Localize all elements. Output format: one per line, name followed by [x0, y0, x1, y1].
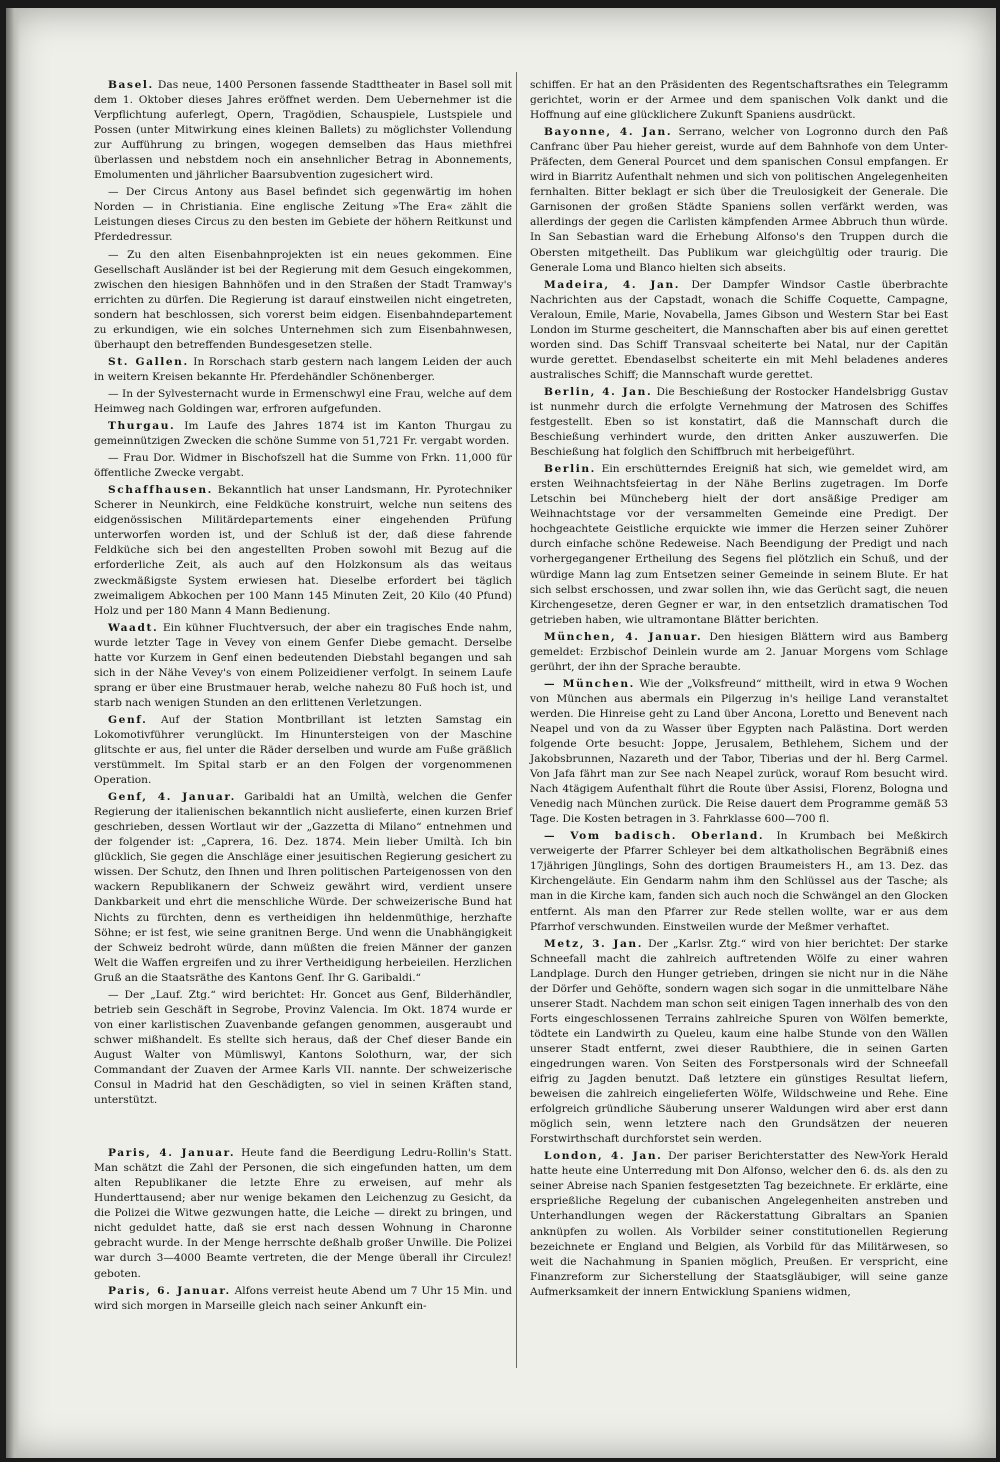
article-paris-1	[94, 1146, 512, 1281]
article-heading: — München.	[544, 677, 635, 690]
article-madeira	[530, 278, 948, 383]
article-berlin-2	[530, 462, 948, 628]
article-text: In Rorschach starb gestern nach langem Leiden der auch in weitern Kreisen bekannte Hr. Pferdehändler Schönenberger.	[94, 355, 512, 383]
right-column	[530, 78, 948, 1302]
article-heading: Genf, 4. Januar.	[108, 791, 236, 804]
article-text: Auf der Station Montbrillant ist letzten Samstag ein Lokomotivführer verunglückt. Im Hinuntersteigen von der Maschine glitschte er aus, fiel unter die Räder derselben und wurde am Fuße gräßlich verstümmelt. Im Spital starb er an den Folgen der vorgenommenen Operation.	[94, 713, 512, 787]
article-text: Bekanntlich hat unser Landsmann, Hr. Pyrotechniker Scherer in Neunkirch, eine Feldküche konstruirt, welche nun seitens des eidgenössischen Militärdepartements einer eingehenden Prüfung unterworfen worden ist, und der Schluß ist der, daß diese fahrende Feldküche sich bei den angestellten Proben sowohl mit Bezug auf die erforderliche Zeit, als auch auf den Holzkonsum als das weitaus zweckmäßigste System erwiesen hat. Dieselbe erfordert bei täglich zweimaligem Abkochen per 100 Mann 145 Minuten Zeit, 20 Kilo (40 Pfund) Holz und per 180 Mann 4 Mann Bedienung.	[94, 484, 512, 617]
newspaper-page	[6, 8, 996, 1458]
left-column	[94, 78, 512, 1316]
article-heading: Basel.	[108, 79, 154, 91]
article-text: Ein erschütterndes Ereigniß hat sich, wie gemeldet wird, am ersten Weihnachtsfeiertag in der Nähe Berlins zugetragen. Im Dorfe Letschin bei Müncheberg hielt der dort ansäßige Prediger am Weihnachtstage vor der versammelten Gemeinde eine Predigt. Der hochgeachtete Geistliche erquickte wie immer die Herzen seiner Zuhörer durch einfache schöne Redeweise. Nach Beendigung der Predigt und nach vorhergegangener Ertheilung des Segens fiel plötzlich ein Schuß, und der würdige Mann lag zum Entsetzen seiner Gemeinde in seinem Blute. Er hat sich selbst erschossen, und zwar sollen ihn, wie das Gerücht sagt, die neuen Kirchengesetze, deren Gegner er war, in den entsetzlich dramatischen Tod getrieben haben, wie ultramontane Blätter berichten.	[530, 463, 949, 626]
article-heading: Bayonne, 4. Jan.	[544, 126, 673, 139]
section-separator	[94, 1116, 512, 1138]
article-text: In Krumbach bei Meßkirch verweigerte der Pfarrer Schleyer bei dem altkatholischen Begräbniß eines 17jährigen Jünglings, Sohn des dortigen Braumeisters H., am 13. Dez. das Kirchengeläute. Ein Gendarm nahm ihm den Schlüssel aus der Tasche; als man in die Kirche kam, fanden sich auch noch die Schwängel an den Glocken entfernt. Als man den Pfarrer zur Rede stellen wollte, war er aus dem Pfarrhof verschwunden. Einstweilen wurde der Meßmer verhaftet.	[530, 830, 948, 933]
article-oberland	[530, 829, 948, 934]
article-waadt	[94, 621, 512, 711]
article-lausanne: — Der „Lauf. Ztg.“ wird berichtet: Hr. Goncet aus Genf, Bilderhändler, betrieb sein Geschäft in Segrobe, Provinz Valencia. Im Okt. 1874 wurde er von einer karlistischen Zuavenbande gefangen genommen, ausgeraubt und schwer mißhandelt. Es stellte sich heraus, daß der Chef dieser Bande ein August Walter von Mümliswyl, Kantons Solothurn, war, der sich Commandant der Zuaven der Armee Karls VII. nannte. Der schweizerische Consul in Madrid hat den Geschädigten, so viel in seinen Kräften stand, unterstützt.	[94, 988, 512, 1107]
article-thurgau	[94, 419, 512, 449]
page-edge-shadow	[6, 8, 20, 1458]
article-paris-2	[94, 1284, 512, 1314]
article-muenchen-1	[530, 630, 948, 675]
article-heading: Genf.	[108, 713, 148, 726]
article-st-gallen	[94, 355, 512, 385]
article-bayonne	[530, 125, 948, 275]
article-text: Alfons verreist heute Abend um 7 Uhr 15 Min. und wird sich morgen in Marseille gleich nach seiner Ankunft ein-	[94, 1284, 512, 1312]
article-heading: Paris, 4. Januar.	[108, 1147, 236, 1160]
article-heading: Metz, 3. Jan.	[544, 937, 644, 950]
article-circus: — Der Circus Antony aus Basel befindet sich gegenwärtig im hohen Norden — in Christiania. Eine englische Zeitung »The Era« zählt die Leistungen dieses Circus zu den besten im Gebiete der höhern Reitkunst und Pferdedressur.	[94, 186, 512, 244]
article-muenchen-2	[530, 677, 948, 827]
article-text: Heute fand die Beerdigung Ledru-Rollin's Statt. Man schätzt die Zahl der Personen, die sich eingefunden hatten, um dem alten Republikaner die letzte Ehre zu erweisen, auf mehr als Hunderttausend; aber nur wenige bekamen den Leichenzug zu Gesicht, da die Polizei die Witwe gezwungen hatte, die Leiche — direkt zu bringen, und nicht geduldet hatte, daß sie erst nach dessen Wohnung in Charonne gebracht wurde. In der Menge herrschte deßhalb großer Unwille. Die Polizei war durch 3—4000 Beamte vertreten, die der Menge überall ihr Circulez! geboten.	[94, 1147, 512, 1280]
article-metz	[530, 937, 948, 1148]
article-widmer: — Frau Dor. Widmer in Bischofszell hat die Summe von Frkn. 11,000 für öffentliche Zwecke vergabt.	[94, 452, 512, 480]
article-heading: Berlin, 4. Jan.	[544, 385, 653, 398]
article-continuation: schiffen. Er hat an den Präsidenten des Regentschaftsrathes ein Telegramm gerichtet, worin er der Armee und dem spanischen Volk dankt und die Hoffnung auf eine glücklichere Zukunft Spaniens ausdrückt.	[530, 79, 948, 122]
article-text: Der „Karlsr. Ztg.“ wird von hier berichtet: Der starke Schneefall macht die zahlreich auftretenden Wölfe zu einer wahren Landplage. Durch den Hunger getrieben, dringen sie nicht nur in die Nähe der Dörfer und Gehöfte, sondern wagen sich sogar in die unmittelbare Nähe unserer Stadt. Nachdem man schon seit einigen Tagen innerhalb des von den Forts eingeschlossenen Terrains zahlreiche Spuren von Wölfen bemerkte, tödtete ein Landwirth zu Queleu, kaum eine halbe Stunde von den Wällen unserer Stadt entfernt, zwei dieser Raubthiere, die in seinen Garten eingedrungen waren. Von Seiten des Forstpersonals wird der Schneefall eifrig zu Jagden benutzt. Daß letztere ein günstiges Resultat liefern, beweisen die zahlreich eingelieferten Wölfe, Wildschweine und Rehe. Eine erfolgreich gründliche Säuberung unserer Waldungen wird aber erst dann möglich sein, wenn letztere nach den Grundsätzen der neueren Forstwirthschaft durchforstet sein werden.	[530, 937, 948, 1146]
article-heading: Thurgau.	[108, 420, 176, 433]
article-berlin-1	[530, 385, 948, 460]
article-genf-1	[94, 713, 512, 788]
article-text: Serrano, welcher von Logronno durch den Paß Canfranc über Pau hieher gereist, wurde auf dem Bahnhofe von dem Unter-Präfecten, dem General Pourcet und dem spanischen Consul empfangen. Er wird in Biarritz Aufenthalt nehmen und sich von politischen Angelegenheiten fernhalten. Bitter beklagt er sich über die Treulosigkeit der Generale. Die Garnisonen der großen Städte Spaniens sollen verfärkt werden, was allerdings der gegen die Carlisten kämpfenden Armee Abbruch thun würde. In San Sebastian ward die Erhebung Alfonso's den Truppen durch die Obersten mitgetheilt. Das Publikum war gleichgültig oder traurig. Die Generale Loma und Blanco hielten sich abseits.	[530, 126, 948, 274]
article-heading: St. Gallen.	[108, 355, 189, 368]
article-text: Garibaldi hat an Umiltà, welchen die Genfer Regierung der italienischen bekanntlich nicht auslieferte, einen kurzen Brief geschrieben, dessen Wortlaut wir der „Gazzetta di Milano“ entnehmen und der folgender ist: „Caprera, 16. Dez. 1874. Mein lieber Umiltà. Ich bin glücklich, Sie gegen die Anschläge einer jesuitischen Regierung gesichert zu wissen. Der Schutz, den Ihnen und Ihren politischen Parteigenossen von den wackern Republikanern der Schweiz gewährt wird, verdient unsere Dankbarkeit und ehrt die menschliche Würde. Der schweizerische Bund hat Nichts zu fürchten, denn es vertheidigen ihn heldenmüthige, herzhafte Söhne; er ist fest, wie seine granitnen Berge. Und wenn die Unabhängigkeit der Schweiz bedroht würde, dann müßten die freien Männer der ganzen Welt die Waffen ergreifen und zu ihrer Vertheidigung herbeieilen. Herzlichen Gruß an die Staatsräthe des Kantons Genf. Ihr G. Garibaldi.“	[94, 791, 512, 984]
article-genf-2	[94, 790, 512, 986]
article-text: Den hiesigen Blättern wird aus Bamberg gemeldet: Erzbischof Deinlein wurde am 2. Januar Morgens vom Schlage gerührt, der ihn der Sprache beraubte.	[530, 630, 948, 673]
article-ermenschwyl: — In der Sylvesternacht wurde in Ermenschwyl eine Frau, welche auf dem Heimweg nach Goldingen war, erfroren aufgefunden.	[94, 387, 512, 415]
article-text: Das neue, 1400 Personen fassende Stadttheater in Basel soll mit dem 1. Oktober dieses Jahres eröffnet werden. Dem Uebernehmer ist die Verpflichtung auferlegt, Opern, Tragödien, Schauspiele, Lustspiele und Possen (unter Mitwirkung eines kleinen Ballets) zu möglichster Vollendung zur Aufführung zu bringen, wogegen demselben das Haus miethfrei überlassen und nebstdem noch ein ansehnlicher Betrag in Abonnements, Emolumenten und jährlicher Baarsubvention zugesichert wird.	[94, 79, 512, 182]
article-text: Ein kühner Fluchtversuch, der aber ein tragisches Ende nahm, wurde letzter Tage in Vevey von einem Genfer Diebe gemacht. Derselbe hatte vor Kurzem in Genf einen bedeutenden Diebstahl begangen und sah sich in der Nähe Vevey's von einem Polizeidiener verfolgt. In seinem Laufe sprang er über eine Brustmauer herab, welche nahezu 80 Fuß hoch ist, und starb nach wenigen Stunden an den erlittenen Verletzungen.	[94, 621, 513, 709]
article-text: Die Beschießung der Rostocker Handelsbrigg Gustav ist nunmehr durch die erfolgte Vernehmung der Matrosen des Schiffes festgestellt. Eben so ist konstatirt, daß die Mannschaft durch die Beschießung verhindert wurde, den dritten Anker auszuwerfen. Die Beschießung hat folglich den Schiffbruch mit herbeigeführt.	[530, 385, 948, 459]
article-heading: Paris, 6. Januar.	[108, 1284, 231, 1297]
article-heading: München, 4. Januar.	[544, 630, 703, 643]
article-basel	[94, 78, 512, 183]
article-heading: — Vom badisch. Oberland.	[544, 830, 765, 843]
article-text: Der Dampfer Windsor Castle überbrachte Nachrichten aus der Capstadt, wonach die Schiffe Coquette, Campagne, Veraloun, Emile, Marie, Novabella, James Gibson und Western Star bei East London im Sturme gescheitert, die Mannschaften aber bis auf einen gerettet worden sind. Das Schiff Transvaal scheiterte bei Natal, nur der Capitän wurde gerettet. Ebendaselbst scheiterte ein mit Mehl beladenes anderes australisches Schiff; die Mannschaft wurde gerettet.	[530, 278, 948, 381]
article-text: Im Laufe des Jahres 1874 ist im Kanton Thurgau zu gemeinnützigen Zwecken die schöne Summe von 51,721 Fr. vergabt worden.	[94, 420, 512, 448]
article-london	[530, 1149, 948, 1299]
article-schaffhausen	[94, 483, 512, 618]
article-heading: Schaffhausen.	[108, 484, 213, 497]
article-text: Der pariser Berichterstatter des New-York Herald hatte heute eine Unterredung mit Don Alfonso, welcher den 6. ds. als den zu seiner Abreise nach Spanien festgesetzten Tag bezeichnete. Er erklärte, eine ersprießliche Regelung der cubanischen Angelegenheiten anstreben und Unterhandlungen wegen der Räckerstattung Gibraltars an Spanien anknüpfen zu wollen. Als Vorbilder seiner constitutionellen Regierung bezeichnete er England und Belgien, als Vorbild für das Militärwesen, so weit die Nachahmung in Spanien möglich, Preußen. Er verspricht, eine Finanzreform zur Sicherstellung der Staatsgläubiger, will seine ganze Aufmerksamkeit der innern Entwicklung Spaniens widmen,	[530, 1150, 948, 1298]
article-eisenbahn: — Zu den alten Eisenbahnprojekten ist ein neues gekommen. Eine Gesellschaft Ausländer ist bei der Regierung mit dem Gesuch eingekommen, zwischen den hiesigen Bahnhöfen und in den Straßen der Stadt Tramway's errichten zu dürfen. Die Regierung ist darauf einstweilen nicht eingetreten, sondern hat beschlossen, sich vorerst beim eidgen. Eisenbahndepartement zu erkundigen, wie ein solches Unternehmen sich zum Eisenbahnwesen, überhaupt den betreffenden Bundesgesetzen stelle.	[94, 248, 512, 351]
article-heading: Waadt.	[108, 621, 159, 634]
article-heading: Madeira, 4. Jan.	[544, 278, 681, 291]
column-divider	[516, 72, 517, 1368]
article-heading: London, 4. Jan.	[544, 1150, 663, 1163]
article-text: Wie der „Volksfreund“ mittheilt, wird in etwa 9 Wochen von München aus abermals ein Pilgerzug in's heilige Land veranstaltet werden. Die Hinreise geht zu Land über Ancona, Loretto und Benevent nach Neapel und von da zu Wasser über Egypten nach Palästina. Dort werden folgende Orte besucht: Joppe, Jerusalem, Bethlehem, Sichem und der Jakobsbrunnen, Nazareth und der Tabor, Tiberias und der hl. Berg Carmel. Von Jafa fährt man zur See nach Neapel zurück, worauf Rom besucht wird. Nach 4tägigem Aufenthalt führt die Route über Assisi, Florenz, Bologna und Venedig nach München zurück. Die Reise dauert dem Programme gemäß 53 Tage. Die Kosten betragen in 3. Fahrklasse 600—700 fl.	[530, 677, 948, 826]
article-heading: Berlin.	[544, 463, 596, 476]
